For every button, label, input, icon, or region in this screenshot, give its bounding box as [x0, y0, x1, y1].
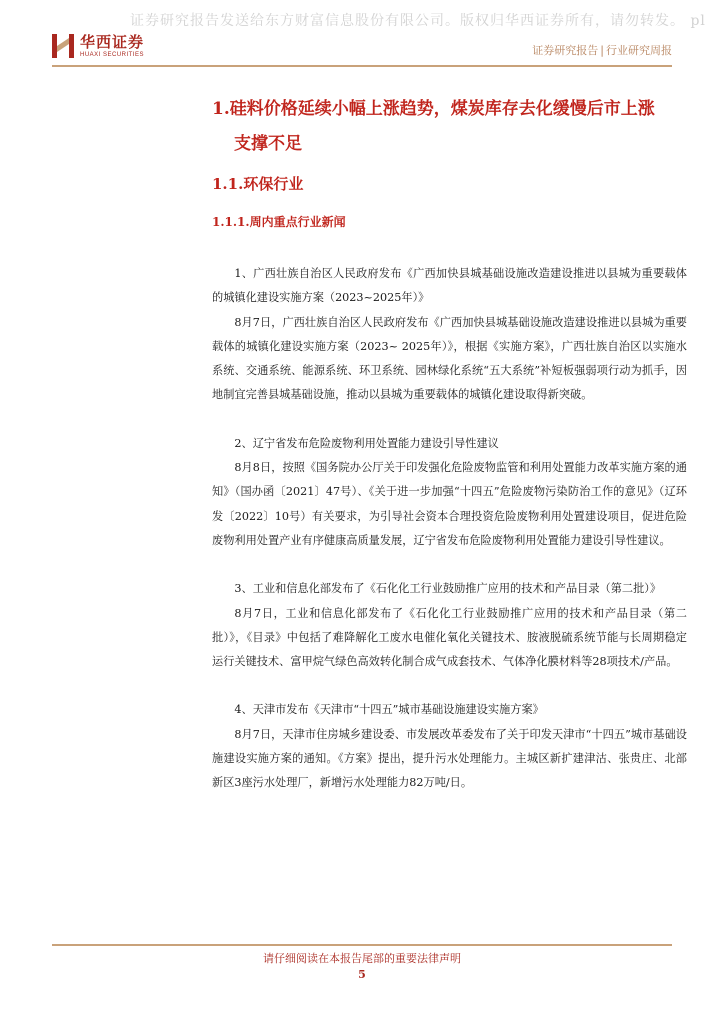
header-separator: |	[600, 44, 604, 57]
page-number: 5	[358, 968, 366, 981]
news-body-4: 8月7日，天津市住房城乡建设委、市发展改革委发布了关于印发天津市“十四五”城市基础设施建设实施方案的通知。《方案》提出，提升污水处理能力。主城区新扩建津沽、张贵庄、北部新区3座污水处理厂，新增污水处理能力82万吨/日。	[212, 727, 687, 790]
section-heading-2: 1.1.环保行业	[212, 175, 304, 193]
news-body-2: 8月8日，按照《国务院办公厅关于印发强化危险废物监管和利用处置能力改革实施方案的通知》（国办函〔2021〕47号）、《关于进一步加强“十四五”危险废物污染防治工作的意见》（辽环发〔2022〕10号）有关要求，为引导社会资本合理投资危险废物利用处置建设项目，促进危险废物利用处置产业有序健康高质量发展，辽宁省发布危险废物利用处置能力建设引导性建议。	[212, 461, 687, 547]
huaxi-logo-icon	[52, 34, 74, 58]
header-divider	[52, 65, 672, 67]
section-heading-3: 1.1.1.周内重点行业新闻	[212, 215, 346, 229]
footer-divider	[52, 944, 672, 946]
heading-1-line-1: 1.硅料价格延续小幅上涨趋势，煤炭库存去化缓慢后市上涨	[212, 99, 655, 119]
report-type: 证券研究报告	[532, 44, 599, 57]
report-category: 行业研究周报	[606, 44, 672, 57]
news-list	[212, 262, 687, 796]
news-title-1: 1、广西壮族自治区人民政府发布《广西加快县城基础设施改造建设推进以县城为重要载体的城镇化建设实施方案（2023~2025年）》	[212, 267, 687, 305]
report-label	[532, 42, 672, 58]
news-title-2: 2、辽宁省发布危险废物利用处置能力建设引导性建议	[234, 436, 499, 450]
news-title-4: 4、天津市发布《天津市“十四五”城市基础设施建设实施方案》	[234, 703, 544, 717]
brand-logo	[52, 34, 144, 58]
logo-cn-text: 华西证券	[80, 33, 145, 51]
watermark: 证券研究报告发送给东方财富信息股份有限公司。版权归华西证券所有，请勿转发。 pl	[130, 13, 706, 29]
logo-en-text: HUAXI SECURITIES	[80, 52, 145, 58]
news-body-1: 8月7日，广西壮族自治区人民政府发布《广西加快县城基础设施改造建设推进以县城为重要载体的城镇化建设实施方案（2023~ 2025年）》，根据《实施方案》，广西壮族自治区以实施水系统、交通系统、能源系统、环卫系统、园林绿化系统“五大系统”补短板强弱项行动为抓手，因地制宜完善县城基础设施，推动以县城为重要载体的城镇化建设取得新突破。	[212, 315, 687, 402]
heading-1-line-2: 支撑不足	[234, 134, 302, 154]
section-heading-1	[212, 92, 692, 162]
news-body-3: 8月7日，工业和信息化部发布了《石化化工行业鼓励推广应用的技术和产品目录（第二批）》，《目录》中包括了难降解化工废水电催化氧化关键技术、胺液脱硫系统节能与长周期稳定运行关键技术、富甲烷气绿色高效转化制合成气成套技术、气体净化膜材料等28项技术/产品。	[212, 606, 687, 669]
legal-notice: 请仔细阅读在本报告尾部的重要法律声明	[263, 952, 461, 965]
news-title-3: 3、工业和信息化部发布了《石化化工行业鼓励推广应用的技术和产品目录（第二批）》	[234, 582, 662, 596]
